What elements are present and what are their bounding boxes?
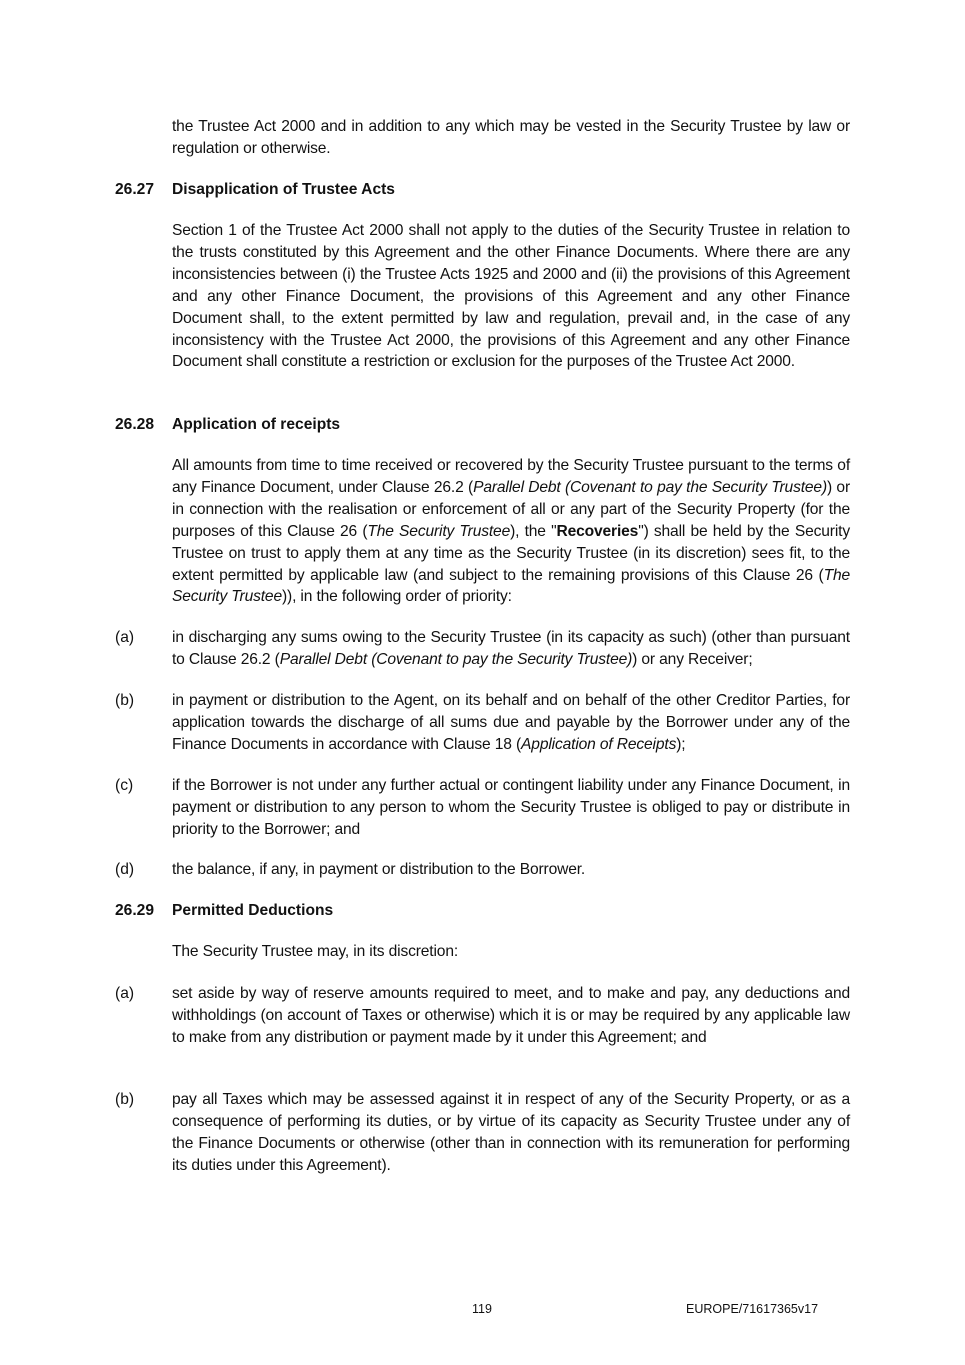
list-item-label: (b) [115, 692, 135, 709]
intro-continued-paragraph: the Trustee Act 2000 and in addition to any which may be vested in the Security Trustee by law or regulation or otherwise. [172, 118, 850, 157]
clause-intro: The Security Trustee may, in its discretion: [172, 943, 459, 960]
clause-body: All amounts from time to time received or recovered by the Security Trustee pursuant to the terms of any Finance Document, under Clause 26.2 (Parallel Debt (Covenant to pay the Security Trustee)) or in connection with the realisation or enforcement of all or any part of the Security Property (for the purposes of this Clause 26 (The Security Trustee), the "Recoveries") shall be held by the Security Trustee on trust to apply them at any time as the Security Trustee (in its discretion) sees fit, to the extent permitted by applicable law (and subject to the remaining provisions of this Clause 26 (The Security Trustee)), in the following order of priority: [172, 457, 850, 606]
list-item: set aside by way of reserve amounts required to meet, and to make and pay, any deductions and withholdings (on account of Taxes or otherwise) which it is or may be required by any applicable law to make from any distribution or payment made by it under this Agreement; and [172, 985, 850, 1046]
list-item: in payment or distribution to the Agent, on its behalf and on behalf of the other Creditor Parties, for application towards the discharge of all sums due and payable by the Borrower under any of the Finance Documents in accordance with Clause 18 (Application of Receipts); [172, 692, 850, 753]
list-item-label: (a) [115, 629, 135, 646]
clause-title: Permitted Deductions [172, 902, 334, 919]
list-item-label: (d) [115, 861, 135, 878]
clause-title: Disapplication of Trustee Acts [172, 181, 395, 198]
clause-number: 26.27 [115, 181, 155, 198]
list-item: the balance, if any, in payment or distribution to the Borrower. [172, 861, 586, 878]
defined-term: Recoveries [556, 522, 639, 540]
clause-body: Section 1 of the Trustee Act 2000 shall not apply to the duties of the Security Trustee in relation to the trusts constituted by this Agreement and the other Finance Documents. Where there are any inconsistencies between (i) the Trustee Acts 1925 and 2000 and (ii) the provisions of this Agreement and any other Finance Document, the provisions of this Agreement and any other Finance Document shall, to the extent permitted by law and regulation, prevail and, in the case of any inconsistency with the Trustee Act 2000, the provisions of this Agreement and any other Finance Document shall constitute a restriction or exclusion for the purposes of the Trustee Act 2000. [172, 222, 850, 371]
list-item: if the Borrower is not under any further actual or contingent liability under any Finance Document, in payment or distribution to any person to whom the Security Trustee is obliged to pay or distribute in priority to the Borrower; and [172, 777, 850, 838]
list-item-label: (c) [115, 777, 134, 794]
list-item: pay all Taxes which may be assessed against it in respect of any of the Security Property, or as a consequence of performing its duties, or by virtue of its capacity as Security Trustee under any of the Finance Documents or otherwise (other than in connection with its remuneration for performing its duties under this Agreement). [172, 1091, 850, 1174]
clause-number: 26.29 [115, 902, 155, 919]
list-item-label: (b) [115, 1091, 135, 1108]
page-number: 119 [472, 1302, 492, 1316]
list-item: in discharging any sums owing to the Security Trustee (in its capacity as such) (other than pursuant to Clause 26.2 (Parallel Debt (Covenant to pay the Security Trustee)) or any Receiver; [172, 629, 850, 668]
document-reference: EUROPE/71617365v17 [686, 1302, 819, 1316]
clause-number: 26.28 [115, 416, 155, 433]
list-item-label: (a) [115, 985, 135, 1002]
clause-title: Application of receipts [172, 416, 341, 433]
